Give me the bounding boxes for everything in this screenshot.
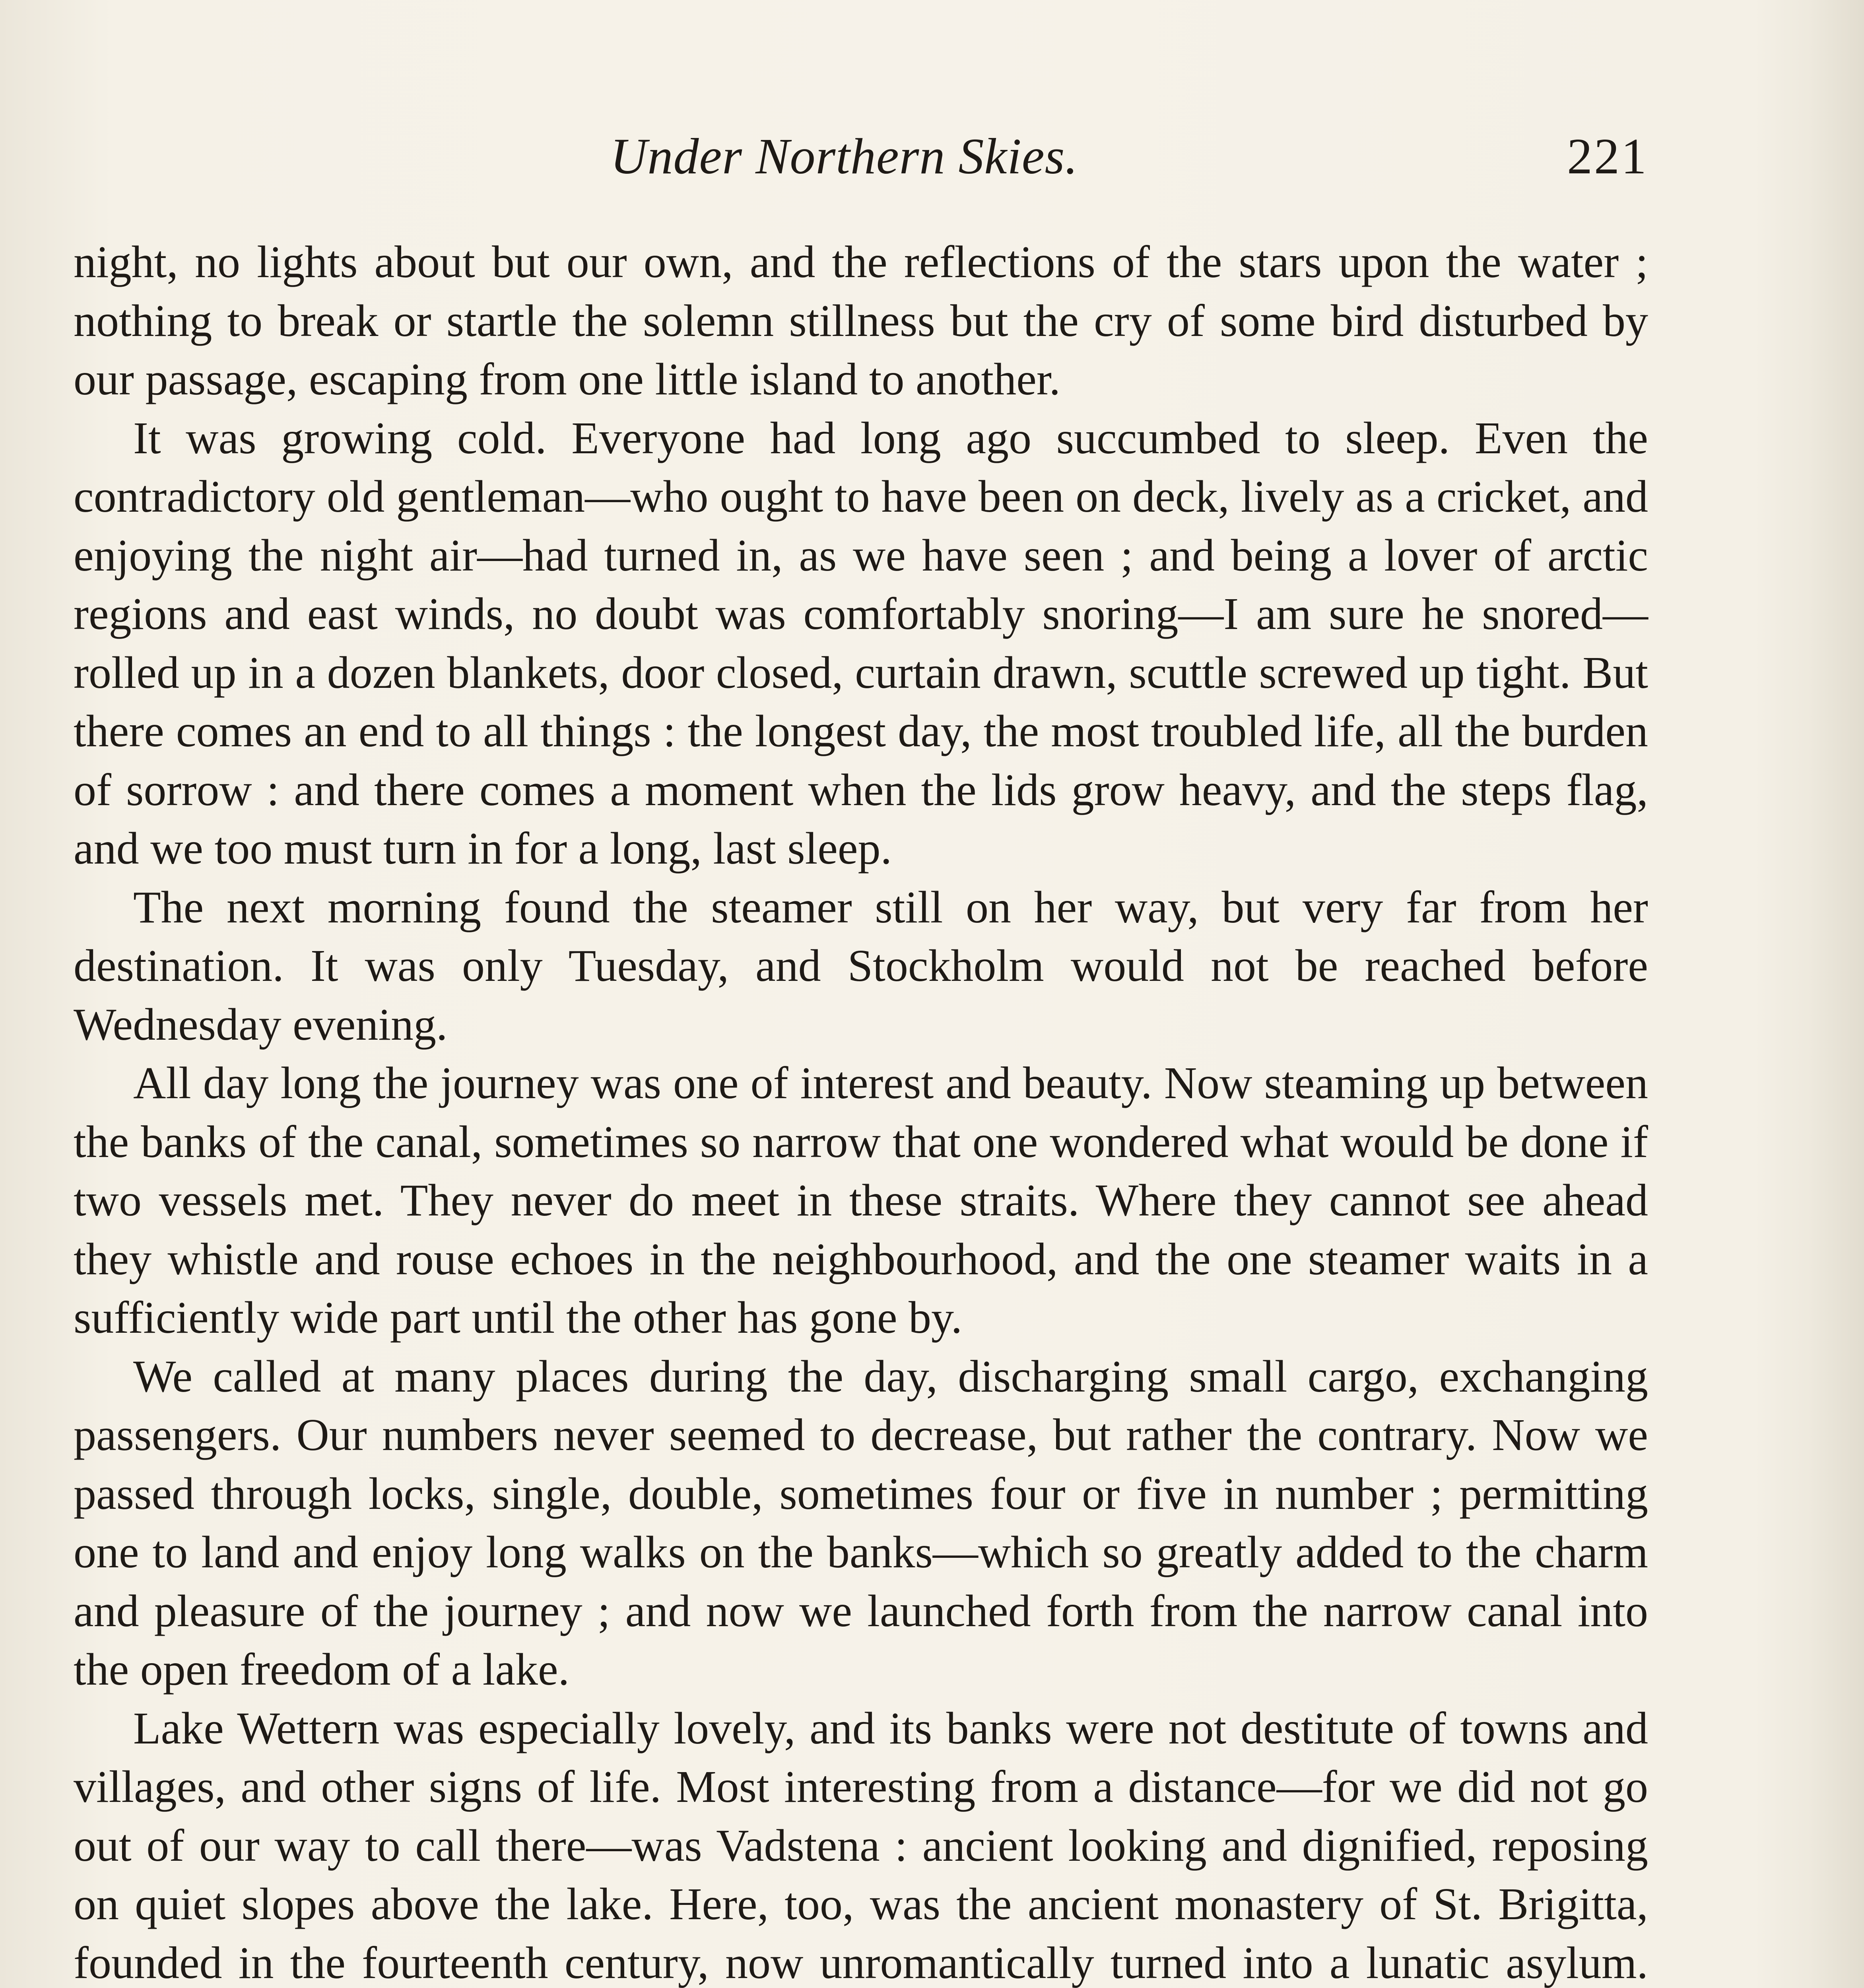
paragraph-6: Lake Wettern was especially lovely, and its banks were not destitute of towns and villages, and other signs of life. Most interesting from a distance—for we did not go out of our way to call there—was Vadstena : ancient looking and dignified, reposing on quiet slopes above the lake. Here, too, was the ancient monastery of St. Brigitta, founded in the fourteenth century, now unromantically turned into a lunatic asylum. bbox=[74, 1703, 1648, 1988]
paragraph-4: All day long the journey was one of interest and beauty. Now steaming up between the banks of the canal, sometimes so narrow that one wondered what would be done if two vessels met. They never do meet in these straits. Where they cannot see ahead they whistle and rouse echoes in the neighbourhood, and the one steamer waits in a sufficiently wide part until the other has gone by. bbox=[74, 1058, 1648, 1343]
page-number: 221 bbox=[1567, 128, 1648, 184]
paragraph-3: The next morning found the steamer still on her way, but very far from her destination. It was only Tuesday, and Stockholm would not be reached before Wednesday evening. bbox=[74, 881, 1648, 1050]
page-header bbox=[74, 119, 1648, 199]
page-edge-shadow bbox=[1808, 0, 1864, 1988]
body-text bbox=[74, 233, 1648, 1988]
paragraph-1: night, no lights about but our own, and the reflections of the stars upon the water ; nothing to break or startle the solemn stillness but the cry of some bird disturbed by our passage, escaping from one little island to another. bbox=[74, 237, 1648, 404]
running-title: Under Northern Skies. bbox=[610, 128, 1078, 184]
paragraph-2: It was growing cold. Everyone had long ago succumbed to sleep. Even the contradictory old gentleman—who ought to have been on deck, lively as a cricket, and enjoying the night air—had turned in, as we have seen ; and being a lover of arctic regions and east winds, no doubt was comfortably snoring—I am sure he snored—rolled up in a dozen blankets, door closed, curtain drawn, scuttle screwed up tight. But there comes an end to all things : the longest day, the most troubled life, all the burden of sorrow : and there comes a moment when the lids grow heavy, and the steps flag, and we too must turn in for a long, last sleep. bbox=[74, 412, 1648, 874]
paragraph-5: We called at many places during the day, discharging small cargo, exchanging passengers. Our numbers never seemed to decrease, but rather the contrary. Now we passed through locks, single, double, sometimes four or five in number ; permitting one to land and enjoy long walks on the banks—which so greatly added to the charm and pleasure of the journey ; and now we launched forth from the narrow canal into the open freedom of a lake. bbox=[74, 1351, 1648, 1695]
